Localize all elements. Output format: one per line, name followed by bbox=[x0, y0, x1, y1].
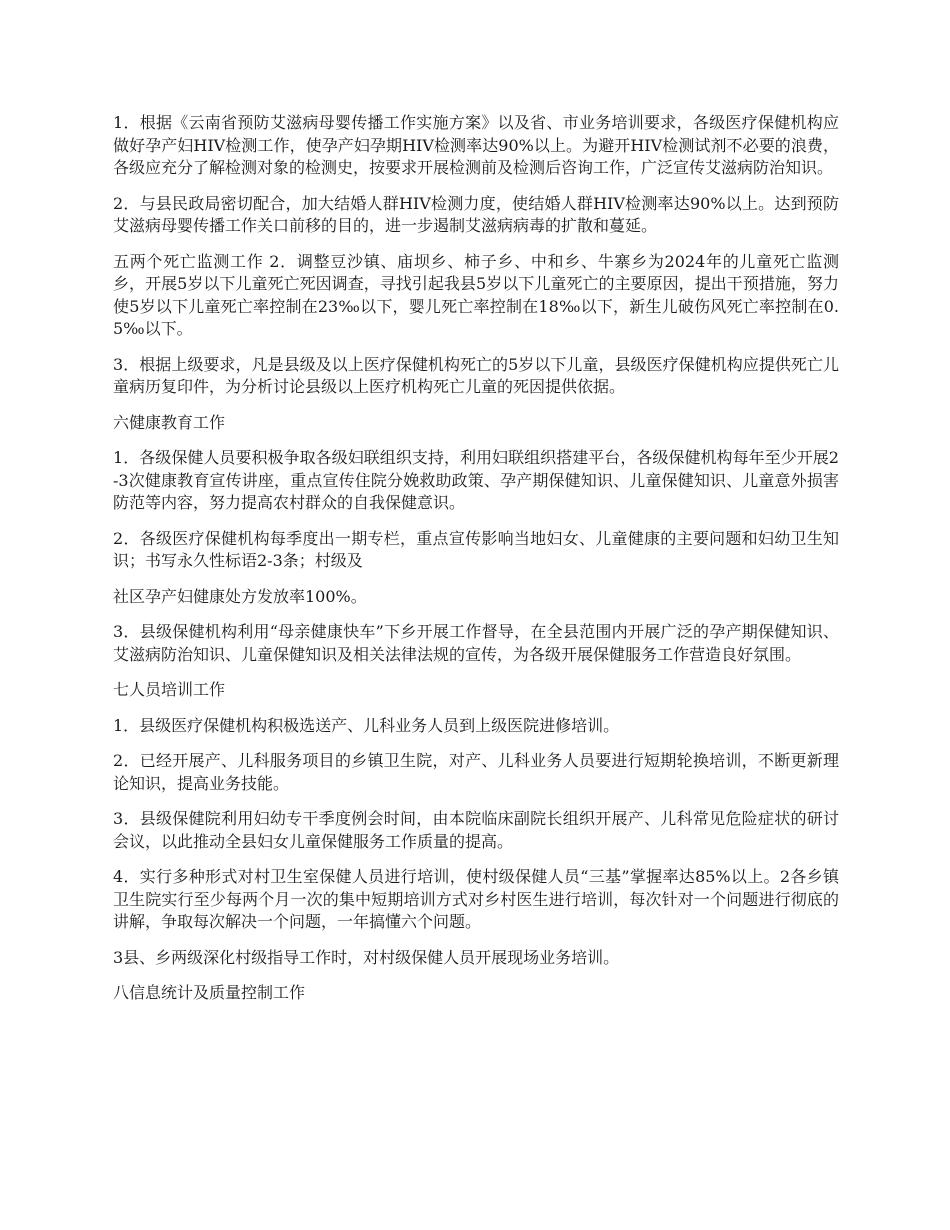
paragraph-death-monitoring: 五两个死亡监测工作 2．调整豆沙镇、庙坝乡、柿子乡、中和乡、牛寨乡为2024年的儿童死亡监测乡，开展5岁以下儿童死亡死因调查，寻找引起我县5岁以下儿童死亡的主要原因，提出干预措施，努力使5岁以下儿童死亡率控制在23‰以下，婴儿死亡率控制在18‰以下，新生儿破伤风死亡率控制在0.5‰以下。 bbox=[113, 251, 839, 338]
section-heading-health-education: 六健康教育工作 bbox=[113, 412, 226, 432]
paragraph-training-5: 3县、乡两级深化村级指导工作时，对村级保健人员开展现场业务培训。 bbox=[113, 947, 620, 967]
document-body bbox=[113, 112, 839, 1018]
paragraph-health-lectures: 1．各级保健人员要积极争取各级妇联组织支持，利用妇联组织搭建平台，各级保健机构每年至少开展2-3次健康教育宣传讲座，重点宣传住院分娩救助政策、孕产期保健知识、儿童保健知识、儿童意外损害防范等内容，努力提高农村群众的自我保健意识。 bbox=[113, 448, 839, 512]
paragraph-training-1: 1．县级医疗保健机构积极选送产、儿科业务人员到上级医院进修培训。 bbox=[113, 715, 620, 735]
section-heading-statistics-quality: 八信息统计及质量控制工作 bbox=[113, 983, 306, 1002]
paragraph-training-3: 3．县级保健院利用妇幼专干季度例会时间，由本院临床副院长组织开展产、儿科常见危险症状的研讨会议，以此推动全县妇女儿童保健服务工作质量的提高。 bbox=[113, 809, 839, 851]
paragraph-hiv-marriage-testing: 2．与县民政局密切配合，加大结婚人群HIV检测力度，使结婚人群HIV检测率达90%以上。达到预防艾滋病母婴传播工作关口前移的目的，进一步遏制艾滋病病毒的扩散和蔓延。 bbox=[113, 193, 839, 235]
paragraph-training-4: 4．实行多种形式对村卫生室保健人员进行培训，使村级保健人员“三基”掌握率达85%以上。2各乡镇卫生院实行至少每两个月一次的集中短期培训方式对乡村医生进行培训，每次针对一个问题进行彻底的讲解，争取每次解决一个问题，一年搞懂六个问题。 bbox=[113, 867, 839, 931]
paragraph-health-express: 3．县级保健机构利用“母亲健康快车”下乡开展工作督导，在全县范围内开展广泛的孕产期保健知识、艾滋病防治知识、儿童保健知识及相关法律法规的宣传，为各级开展保健服务工作营造良好氛围。 bbox=[113, 622, 839, 664]
paragraph-training-2: 2．已经开展产、儿科服务项目的乡镇卫生院，对产、儿科业务人员要进行短期轮换培训，不断更新理论知识，提高业务技能。 bbox=[113, 751, 839, 793]
paragraph-prescription-rate: 社区孕产妇健康处方发放率100%。 bbox=[113, 586, 367, 606]
paragraph-hiv-pregnant-testing: 1．根据《云南省预防艾滋病母婴传播工作实施方案》以及省、市业务培训要求，各级医疗保健机构应做好孕产妇HIV检测工作，使孕产妇孕期HIV检测率达90%以上。为避开HIV检测试剂不必要的浪费，各级应充分了解检测对象的检测史，按要求开展检测前及检测后咨询工作，广泛宣传艾滋病防治知识。 bbox=[113, 113, 839, 177]
section-heading-staff-training: 七人员培训工作 bbox=[113, 680, 226, 699]
paragraph-quarterly-column: 2．各级医疗保健机构每季度出一期专栏，重点宣传影响当地妇女、儿童健康的主要问题和妇幼卫生知识；书写永久性标语2-3条；村级及 bbox=[113, 528, 839, 570]
paragraph-death-records: 3．根据上级要求，凡是县级及以上医疗保健机构死亡的5岁以下儿童，县级医疗保健机构应提供死亡儿童病历复印件，为分析讨论县级以上医疗机构死亡儿童的死因提供依据。 bbox=[113, 354, 839, 396]
